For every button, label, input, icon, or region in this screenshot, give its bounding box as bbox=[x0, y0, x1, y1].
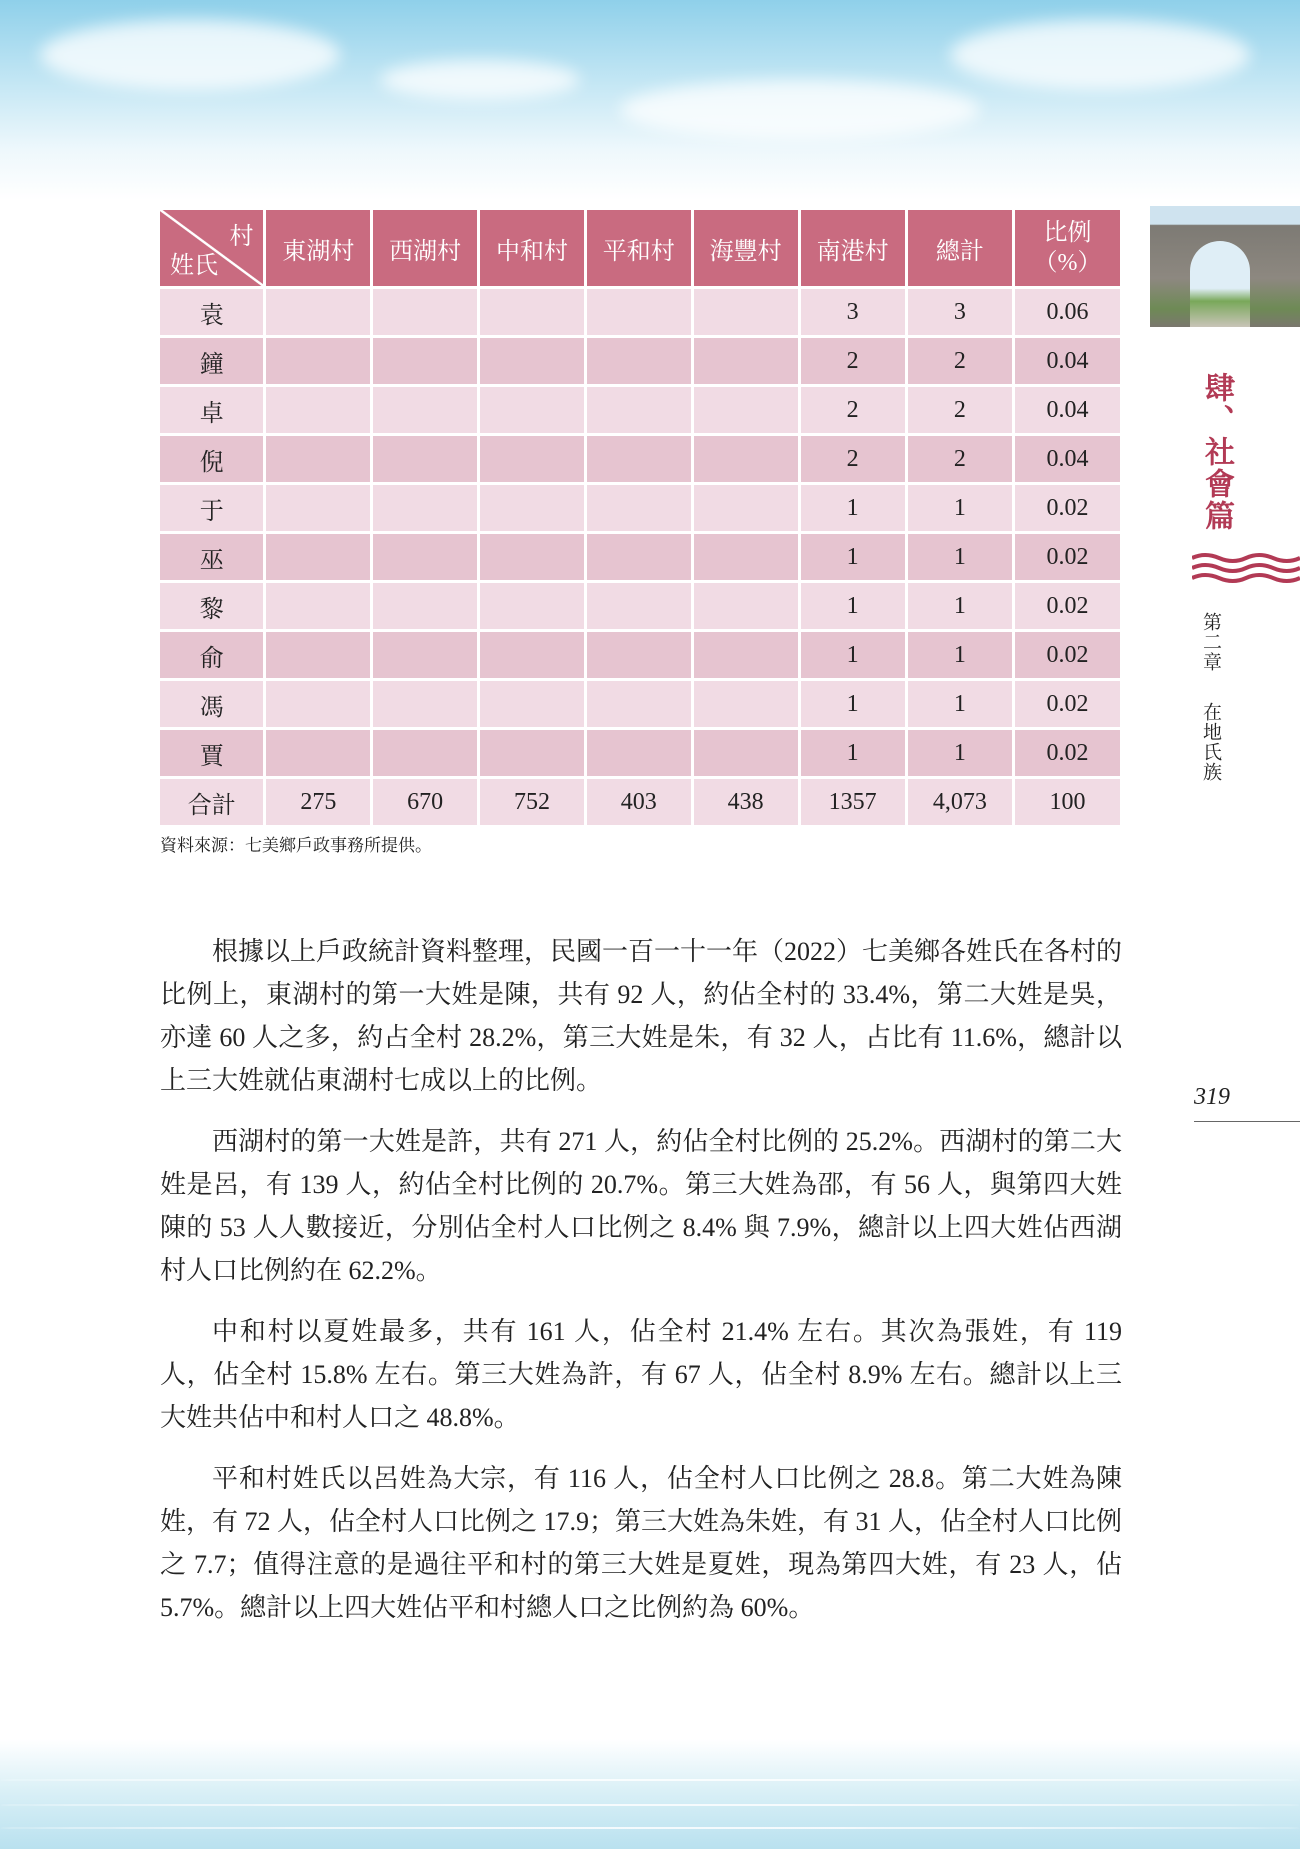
value-cell bbox=[266, 730, 370, 776]
value-cell: 1 bbox=[908, 730, 1012, 776]
surname-cell: 巫 bbox=[160, 534, 263, 580]
col-header: 海豐村 bbox=[694, 210, 798, 286]
chapter-title: 在地氏族 bbox=[1200, 702, 1222, 782]
value-cell bbox=[587, 436, 691, 482]
value-cell: 0.02 bbox=[1015, 583, 1120, 629]
value-cell bbox=[587, 338, 691, 384]
value-cell bbox=[694, 632, 798, 678]
value-cell bbox=[480, 485, 584, 531]
value-cell: 275 bbox=[266, 779, 370, 825]
col-header: 總計 bbox=[908, 210, 1012, 286]
value-cell: 1 bbox=[908, 632, 1012, 678]
value-cell: 1 bbox=[908, 485, 1012, 531]
value-cell bbox=[480, 534, 584, 580]
value-cell bbox=[480, 387, 584, 433]
value-cell: 0.02 bbox=[1015, 534, 1120, 580]
table-row bbox=[160, 436, 1120, 482]
value-cell bbox=[480, 436, 584, 482]
paragraph: 平和村姓氏以呂姓為大宗，有 116 人，佔全村人口比例之 28.8。第二大姓為陳姓，有 72 人，佔全村人口比例之 17.9；第三大姓為朱姓，有 31 人，佔全村人口比例之 7.7；值得注意的是過往平和村的第三大姓是夏姓，現為第四大姓，有 23 人，佔 5.7%。總計以上四大姓佔平和村總人口之比例約為 60%。 bbox=[160, 1464, 1123, 1622]
ratio-header bbox=[1015, 210, 1120, 286]
value-cell: 0.02 bbox=[1015, 632, 1120, 678]
value-cell: 0.04 bbox=[1015, 387, 1120, 433]
value-cell: 0.02 bbox=[1015, 730, 1120, 776]
table-row bbox=[160, 387, 1120, 433]
surname-cell: 馮 bbox=[160, 681, 263, 727]
value-cell bbox=[587, 681, 691, 727]
value-cell: 3 bbox=[801, 289, 905, 335]
value-cell bbox=[266, 289, 370, 335]
paragraph: 中和村以夏姓最多，共有 161 人，佔全村 21.4% 左右。其次為張姓，有 119 人，佔全村 15.8% 左右。第三大姓為許，有 67 人，佔全村 8.9% 左右。總計以上三大姓共佔中和村人口之 48.8%。 bbox=[160, 1317, 1122, 1432]
value-cell bbox=[587, 730, 691, 776]
source-note: 資料來源：七美鄉戶政事務所提供。 bbox=[160, 836, 432, 856]
value-cell: 1 bbox=[801, 485, 905, 531]
value-cell: 2 bbox=[908, 338, 1012, 384]
value-cell bbox=[480, 681, 584, 727]
value-cell bbox=[373, 387, 477, 433]
value-cell: 2 bbox=[801, 338, 905, 384]
value-cell: 0.02 bbox=[1015, 681, 1120, 727]
col-header: 西湖村 bbox=[373, 210, 477, 286]
page-number: 319 bbox=[1194, 1084, 1230, 1110]
value-cell: 1 bbox=[801, 632, 905, 678]
value-cell bbox=[373, 436, 477, 482]
value-cell bbox=[587, 485, 691, 531]
value-cell: 752 bbox=[480, 779, 584, 825]
surname-cell: 于 bbox=[160, 485, 263, 531]
value-cell bbox=[373, 632, 477, 678]
surname-cell: 俞 bbox=[160, 632, 263, 678]
value-cell bbox=[694, 534, 798, 580]
value-cell: 2 bbox=[908, 387, 1012, 433]
col-header: 中和村 bbox=[480, 210, 584, 286]
value-cell bbox=[373, 681, 477, 727]
value-cell: 670 bbox=[373, 779, 477, 825]
value-cell bbox=[266, 583, 370, 629]
col-header: 南港村 bbox=[801, 210, 905, 286]
page-number-rule bbox=[1194, 1121, 1300, 1122]
table-row bbox=[160, 534, 1120, 580]
value-cell bbox=[266, 387, 370, 433]
chapter-number: 第二章 bbox=[1200, 612, 1222, 672]
value-cell: 0.02 bbox=[1015, 485, 1120, 531]
table-row bbox=[160, 338, 1120, 384]
value-cell: 2 bbox=[908, 436, 1012, 482]
value-cell: 0.06 bbox=[1015, 289, 1120, 335]
value-cell bbox=[480, 730, 584, 776]
table-row bbox=[160, 730, 1120, 776]
value-cell bbox=[587, 632, 691, 678]
value-cell bbox=[373, 289, 477, 335]
value-cell bbox=[694, 730, 798, 776]
ratio-header-line2: （%） bbox=[1033, 250, 1102, 276]
value-cell: 100 bbox=[1015, 779, 1120, 825]
value-cell bbox=[266, 436, 370, 482]
village-label: 村 bbox=[229, 224, 254, 250]
value-cell: 1 bbox=[908, 681, 1012, 727]
value-cell: 1 bbox=[801, 730, 905, 776]
value-cell bbox=[694, 289, 798, 335]
surname-cell: 卓 bbox=[160, 387, 263, 433]
value-cell bbox=[587, 583, 691, 629]
surname-cell: 袁 bbox=[160, 289, 263, 335]
wave-ornament-icon bbox=[1192, 552, 1300, 588]
value-cell: 403 bbox=[587, 779, 691, 825]
value-cell bbox=[587, 387, 691, 433]
table-row bbox=[160, 632, 1120, 678]
sea-footer bbox=[0, 1739, 1300, 1849]
value-cell bbox=[480, 632, 584, 678]
value-cell: 1 bbox=[801, 583, 905, 629]
value-cell: 2 bbox=[801, 387, 905, 433]
value-cell bbox=[266, 534, 370, 580]
table-row bbox=[160, 583, 1120, 629]
value-cell bbox=[694, 583, 798, 629]
value-cell bbox=[480, 583, 584, 629]
value-cell bbox=[373, 730, 477, 776]
value-cell: 0.04 bbox=[1015, 338, 1120, 384]
value-cell bbox=[480, 289, 584, 335]
value-cell bbox=[694, 338, 798, 384]
value-cell bbox=[373, 485, 477, 531]
surname-label: 姓氏 bbox=[170, 253, 218, 279]
value-cell bbox=[373, 583, 477, 629]
value-cell: 2 bbox=[801, 436, 905, 482]
value-cell: 3 bbox=[908, 289, 1012, 335]
value-cell bbox=[587, 534, 691, 580]
value-cell bbox=[266, 632, 370, 678]
surname-cell: 賈 bbox=[160, 730, 263, 776]
value-cell bbox=[266, 681, 370, 727]
value-cell: 438 bbox=[694, 779, 798, 825]
surname-cell: 合計 bbox=[160, 779, 263, 825]
value-cell: 1 bbox=[801, 534, 905, 580]
part-title: 肆、社會篇 bbox=[1200, 372, 1233, 532]
value-cell: 1 bbox=[908, 534, 1012, 580]
ratio-header-line1: 比例 bbox=[1043, 220, 1092, 246]
col-header: 東湖村 bbox=[266, 210, 370, 286]
value-cell bbox=[694, 436, 798, 482]
value-cell bbox=[480, 338, 584, 384]
value-cell bbox=[266, 338, 370, 384]
surname-cell: 鐘 bbox=[160, 338, 263, 384]
surname-table bbox=[157, 207, 1123, 828]
table-row bbox=[160, 485, 1120, 531]
paragraph: 西湖村的第一大姓是許，共有 271 人，約佔全村比例的 25.2%。西湖村的第二大姓是呂，有 139 人，約佔全村比例的 20.7%。第三大姓為邵，有 56 人，與第四大姓陳的 53 人人數接近，分別佔全村人口比例之 8.4% 與 7.9%，總計以上四大姓佔西湖村人口比例約在 62.2%。 bbox=[160, 1127, 1122, 1285]
value-cell bbox=[694, 485, 798, 531]
table-row bbox=[160, 779, 1120, 825]
value-cell bbox=[694, 681, 798, 727]
value-cell: 1 bbox=[801, 681, 905, 727]
table-row bbox=[160, 681, 1120, 727]
table-row bbox=[160, 289, 1120, 335]
value-cell bbox=[694, 387, 798, 433]
surname-cell: 倪 bbox=[160, 436, 263, 482]
paragraph: 根據以上戶政統計資料整理，民國一百一十一年（2022）七美鄉各姓氏在各村的比例上，東湖村的第一大姓是陳，共有 92 人，約佔全村的 33.4%，第二大姓是吳，亦達 60 人之多，約占全村 28.2%，第三大姓是朱，有 32 人，占比有 11.6%，總計以上三大姓就佔東湖村七成以上的比例。 bbox=[160, 937, 1123, 1095]
value-cell bbox=[373, 534, 477, 580]
value-cell: 4,073 bbox=[908, 779, 1012, 825]
main-content bbox=[160, 207, 1126, 1629]
value-cell: 1357 bbox=[801, 779, 905, 825]
value-cell bbox=[373, 338, 477, 384]
surname-cell: 黎 bbox=[160, 583, 263, 629]
sky-banner bbox=[0, 0, 1300, 200]
value-cell bbox=[266, 485, 370, 531]
value-cell: 1 bbox=[908, 583, 1012, 629]
corner-header bbox=[160, 210, 263, 286]
value-cell bbox=[587, 289, 691, 335]
value-cell: 0.04 bbox=[1015, 436, 1120, 482]
stone-gate-photo bbox=[1150, 206, 1300, 327]
col-header: 平和村 bbox=[587, 210, 691, 286]
